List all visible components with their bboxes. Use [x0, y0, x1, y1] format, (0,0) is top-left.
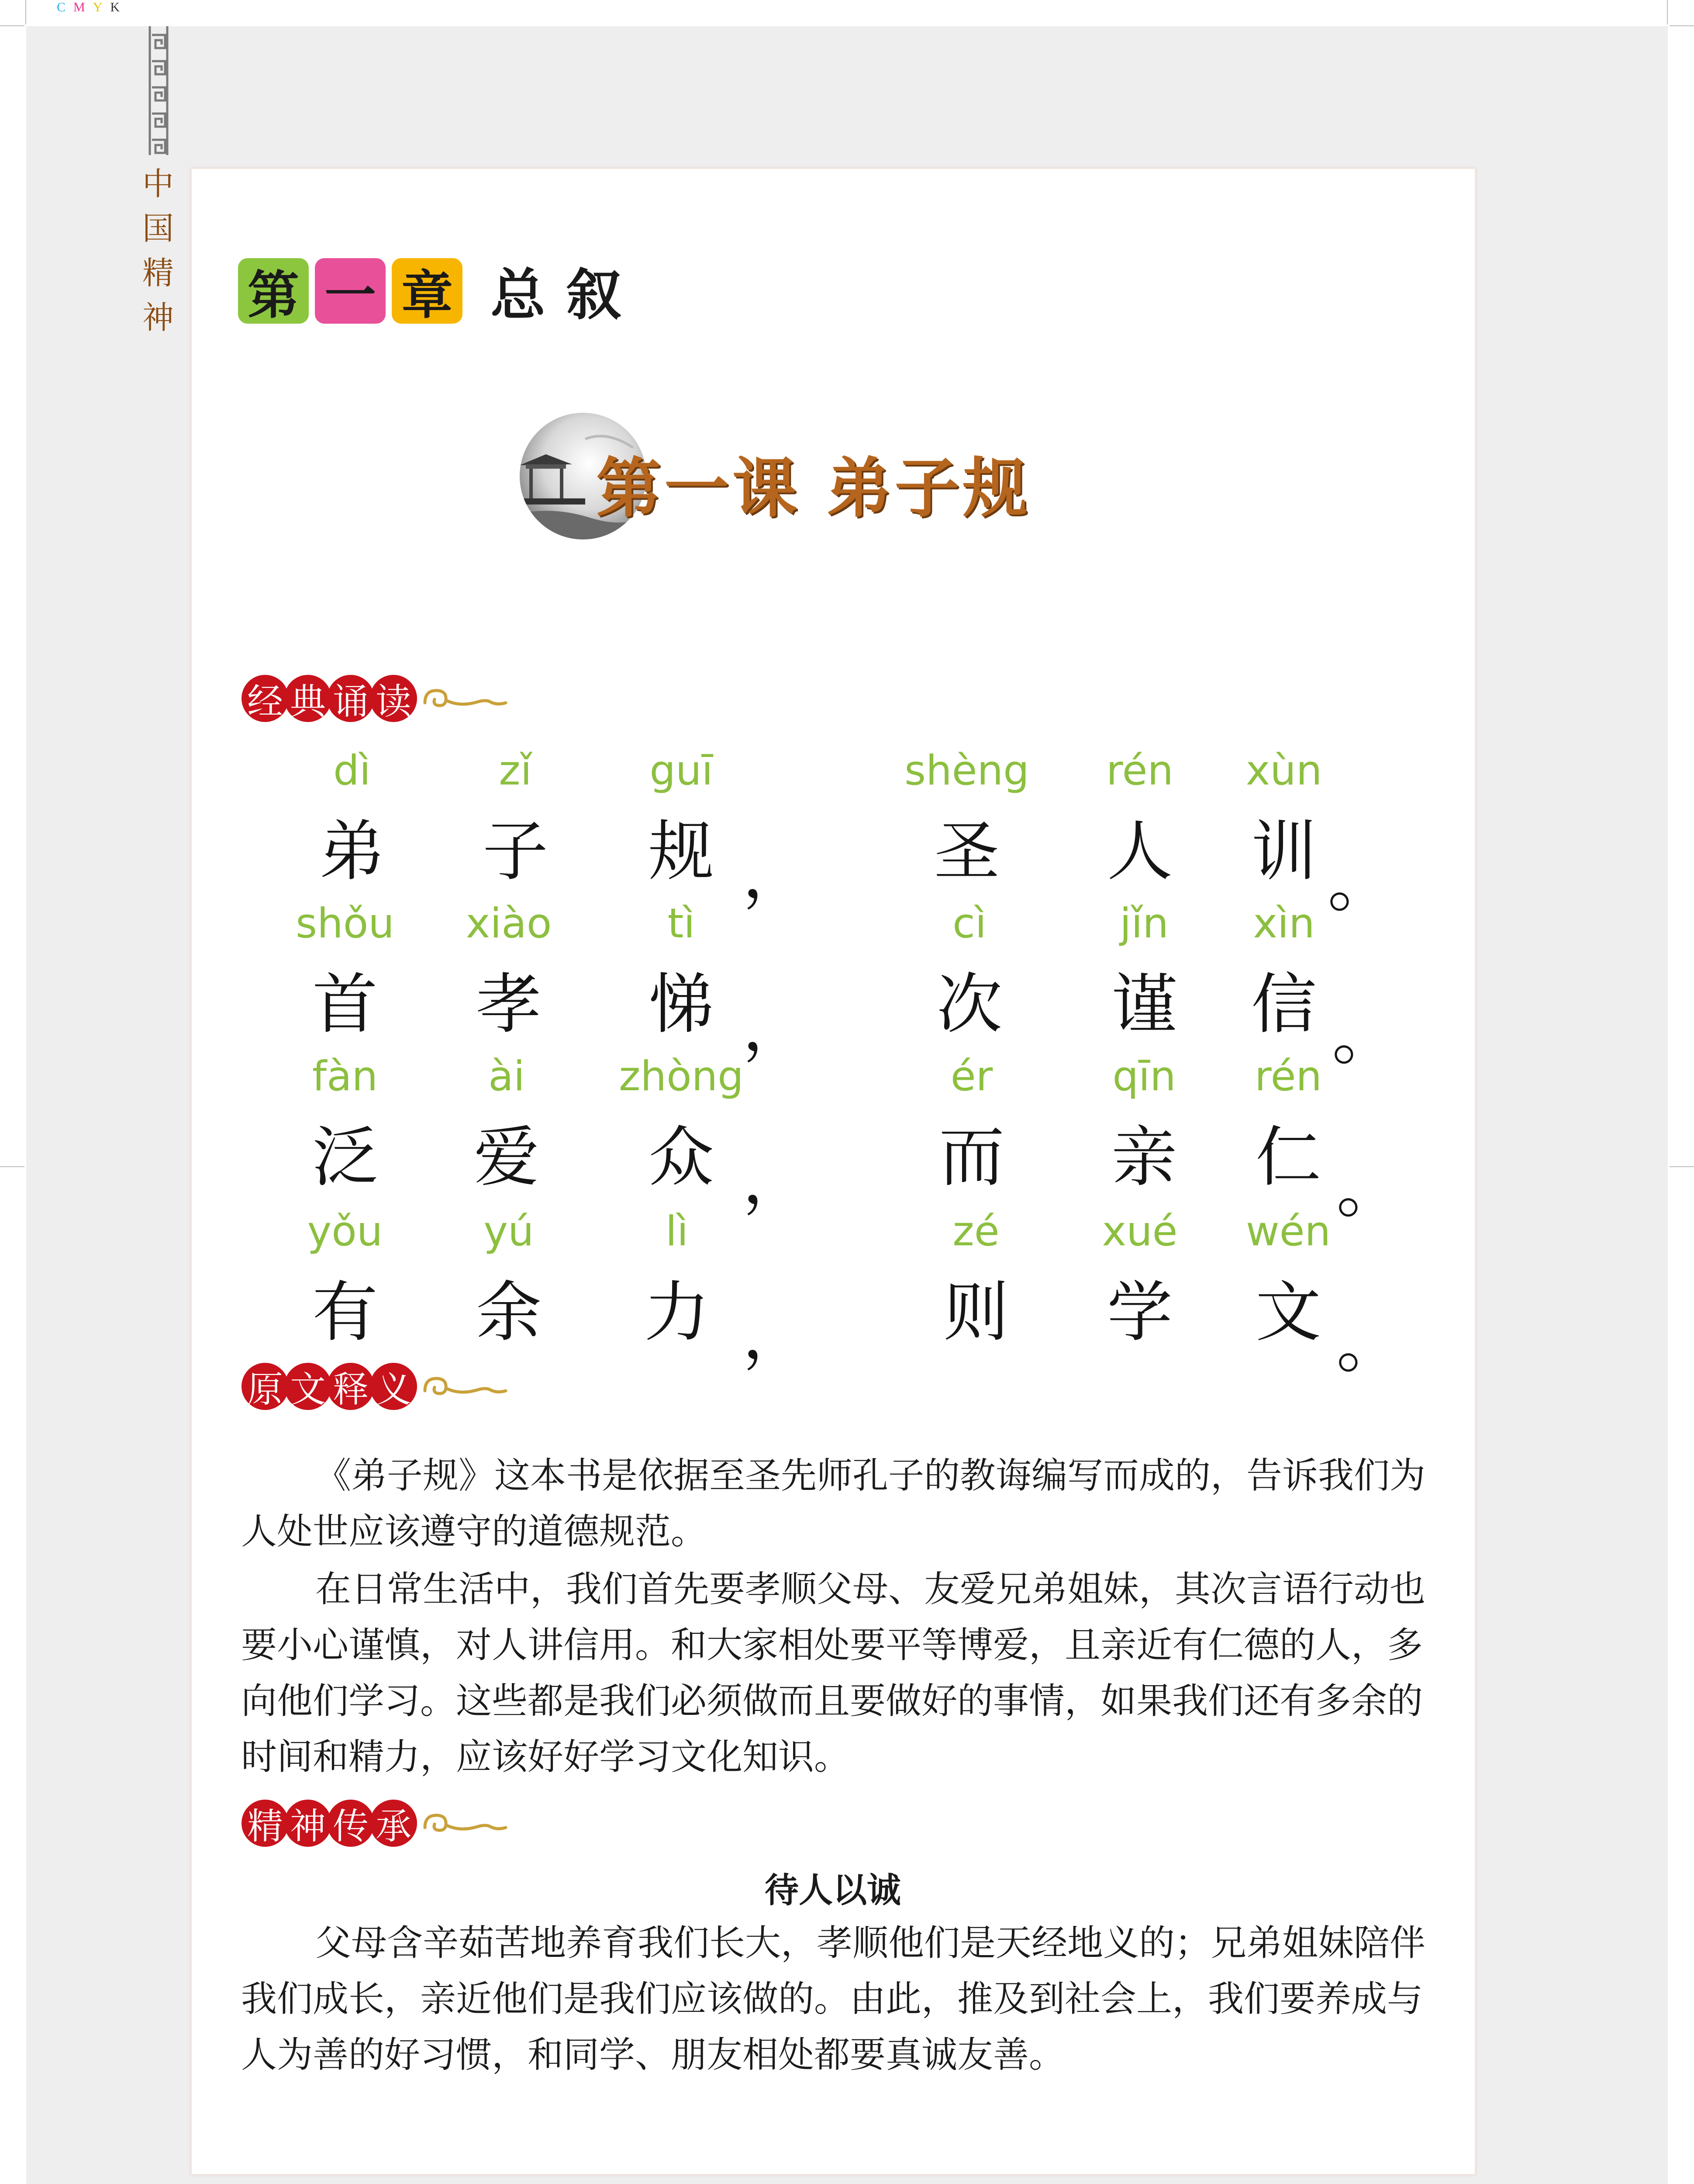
pinyin: dì [333, 747, 371, 795]
pinyin: shǒu [296, 900, 394, 947]
cloud-scroll-icon [421, 1369, 508, 1404]
section-chip [242, 1363, 413, 1410]
print-color-marks [57, 0, 128, 15]
hanzi: 而 [938, 1120, 1004, 1196]
verse-comma: ， [742, 989, 808, 1065]
crop-mark [1670, 25, 1694, 26]
section-char: 传 [327, 1800, 374, 1847]
verse-cell [1223, 1053, 1354, 1201]
chapter-char: 章 [401, 265, 453, 325]
pinyin: tì [667, 900, 695, 947]
hanzi: 人 [1107, 814, 1173, 890]
verse-comma: ， [742, 1297, 808, 1373]
crop-mark [0, 1166, 24, 1167]
hanzi: 文 [1255, 1275, 1321, 1351]
verse-cell [279, 900, 411, 1048]
cloud-scroll-icon [421, 681, 508, 716]
pinyin: xùn [1245, 747, 1322, 795]
pinyin: yú [483, 1208, 534, 1255]
hanzi: 孝 [476, 967, 542, 1043]
chapter-heading [238, 251, 642, 330]
rail-char: 神 [142, 299, 174, 336]
hanzi: 弟 [319, 814, 385, 890]
verse-cell [616, 900, 747, 1048]
pinyin: yǒu [307, 1208, 383, 1255]
hanzi: 仁 [1255, 1120, 1321, 1196]
chapter-title: 总叙 [490, 263, 642, 327]
spirit-subtitle: 待人以诚 [764, 1871, 901, 1910]
chapter-char: 第 [247, 265, 299, 325]
verse-comma: ， [742, 1142, 808, 1218]
verse-cell [1079, 1053, 1210, 1201]
hanzi: 圣 [934, 814, 1000, 890]
crop-mark [0, 25, 24, 26]
print-mark-y: Y [93, 0, 110, 14]
fret-ornament [148, 26, 169, 157]
hanzi: 力 [644, 1275, 710, 1351]
pinyin: xué [1102, 1208, 1178, 1255]
pinyin: ér [950, 1053, 993, 1100]
section-chip [242, 1800, 413, 1847]
print-mark-c: C [57, 0, 74, 14]
spirit-paragraph: 父母含辛茹苦地养育我们长大，孝顺他们是天经地义的；兄弟姐妹陪伴我们成长，亲近他们是我们应该做的。由此，推及到社会上，我们要养成与人为善的好习惯，和同学、朋友相处都要真诚友善。 [241, 1922, 1426, 2076]
crop-mark [1667, 0, 1668, 24]
rail-char: 国 [142, 210, 174, 247]
pinyin: rén [1255, 1053, 1322, 1100]
verse-cell [611, 1208, 742, 1356]
verse-cell [279, 1053, 411, 1201]
rail-char: 中 [142, 166, 174, 202]
verse-cell [616, 747, 747, 895]
verse-cell [279, 1208, 411, 1356]
crop-mark [1670, 1166, 1694, 1167]
verse-cell [1218, 900, 1349, 1048]
explanation-paragraph: 《弟子规》这本书是依据至圣先师孔子的教诲编写而成的，告诉我们为人处世应该遵守的道德规范。 [241, 1455, 1426, 1552]
hanzi: 学 [1107, 1275, 1173, 1351]
pinyin: zé [952, 1208, 1000, 1255]
hanzi: 有 [312, 1275, 378, 1351]
verse-stop: 。 [1332, 998, 1398, 1074]
verse-stop: 。 [1336, 1306, 1402, 1382]
pinyin: cì [952, 900, 987, 947]
verse-cell [286, 747, 417, 895]
pinyin: zhòng [619, 1053, 744, 1100]
pinyin: fàn [312, 1053, 378, 1100]
section-label-explain [242, 1363, 508, 1410]
hanzi: 次 [936, 967, 1002, 1043]
section-char: 典 [284, 675, 331, 722]
verse-cell [1079, 900, 1210, 1048]
hanzi: 悌 [648, 967, 714, 1043]
hanzi: 则 [943, 1275, 1009, 1351]
hanzi: 谨 [1111, 967, 1177, 1043]
verse-cell [1223, 1208, 1354, 1356]
cloud-scroll-icon [421, 1806, 508, 1841]
hanzi: 首 [312, 967, 378, 1043]
verse-cell [911, 1208, 1042, 1356]
hanzi: 子 [482, 814, 548, 890]
verse-cell [616, 1053, 747, 1201]
pinyin: qīn [1112, 1053, 1176, 1100]
rail-char: 精 [142, 255, 174, 291]
section-char: 义 [370, 1363, 417, 1410]
lesson-header [520, 413, 1175, 579]
chapter-char-box [392, 258, 462, 324]
pinyin: rén [1106, 747, 1173, 795]
pinyin: zǐ [499, 747, 532, 795]
pinyin: xiào [466, 900, 552, 947]
pinyin: wén [1245, 1208, 1331, 1255]
section-label-recite [242, 675, 508, 722]
verse-cell [441, 1053, 572, 1201]
hanzi: 众 [648, 1120, 714, 1196]
section-char: 释 [327, 1363, 374, 1410]
pinyin: lì [665, 1208, 689, 1255]
pinyin: jǐn [1120, 900, 1169, 947]
chapter-char: 一 [324, 265, 376, 325]
section-char: 读 [370, 675, 417, 722]
verse-cell [1074, 747, 1205, 895]
hanzi: 训 [1251, 814, 1317, 890]
section-char: 承 [370, 1800, 417, 1847]
section-char: 诵 [327, 675, 374, 722]
crop-mark [25, 0, 26, 24]
print-mark-k: K [110, 0, 128, 14]
section-chip [242, 675, 413, 722]
pinyin: shèng [904, 747, 1029, 795]
hanzi: 爱 [473, 1120, 539, 1196]
verse-cell [443, 1208, 574, 1356]
verse-cell [901, 747, 1032, 895]
section-char: 神 [284, 1800, 331, 1847]
hanzi: 规 [648, 814, 714, 890]
chapter-char-box [315, 258, 386, 324]
explanation-paragraph: 在日常生活中，我们首先要孝顺父母、友爱兄弟姐妹，其次言语行动也要小心谨慎，对人讲信用。和大家相处要平等博爱，且亲近有仁德的人，多向他们学习。这些都是我们必须做而且要做好的事情，如果我们还有多余的时间和精力，应该好好学习文化知识。 [241, 1569, 1426, 1778]
print-mark-m: M [73, 0, 93, 14]
hanzi: 泛 [312, 1120, 378, 1196]
section-char: 经 [242, 675, 289, 722]
hanzi: 信 [1251, 967, 1317, 1043]
verse-stop: 。 [1336, 1151, 1402, 1227]
verse-stop: 。 [1328, 845, 1394, 921]
verse-cell [904, 900, 1035, 1048]
verse-cell [443, 900, 574, 1048]
section-char: 原 [242, 1363, 289, 1410]
verse-cell [1074, 1208, 1205, 1356]
lesson-title: 第一课 弟子规 [596, 450, 1031, 526]
rail-title [141, 162, 176, 340]
pinyin: xìn [1253, 900, 1315, 947]
section-label-spirit [242, 1800, 508, 1847]
section-char: 精 [242, 1800, 289, 1847]
hanzi: 亲 [1111, 1120, 1177, 1196]
verse-cell [450, 747, 581, 895]
pinyin: guī [649, 747, 713, 795]
hanzi: 余 [476, 1275, 542, 1351]
verse-comma: ， [742, 836, 808, 912]
chapter-char-box [238, 258, 309, 324]
verse-cell [906, 1053, 1037, 1201]
section-char: 文 [284, 1363, 331, 1410]
pinyin: ài [488, 1053, 525, 1100]
